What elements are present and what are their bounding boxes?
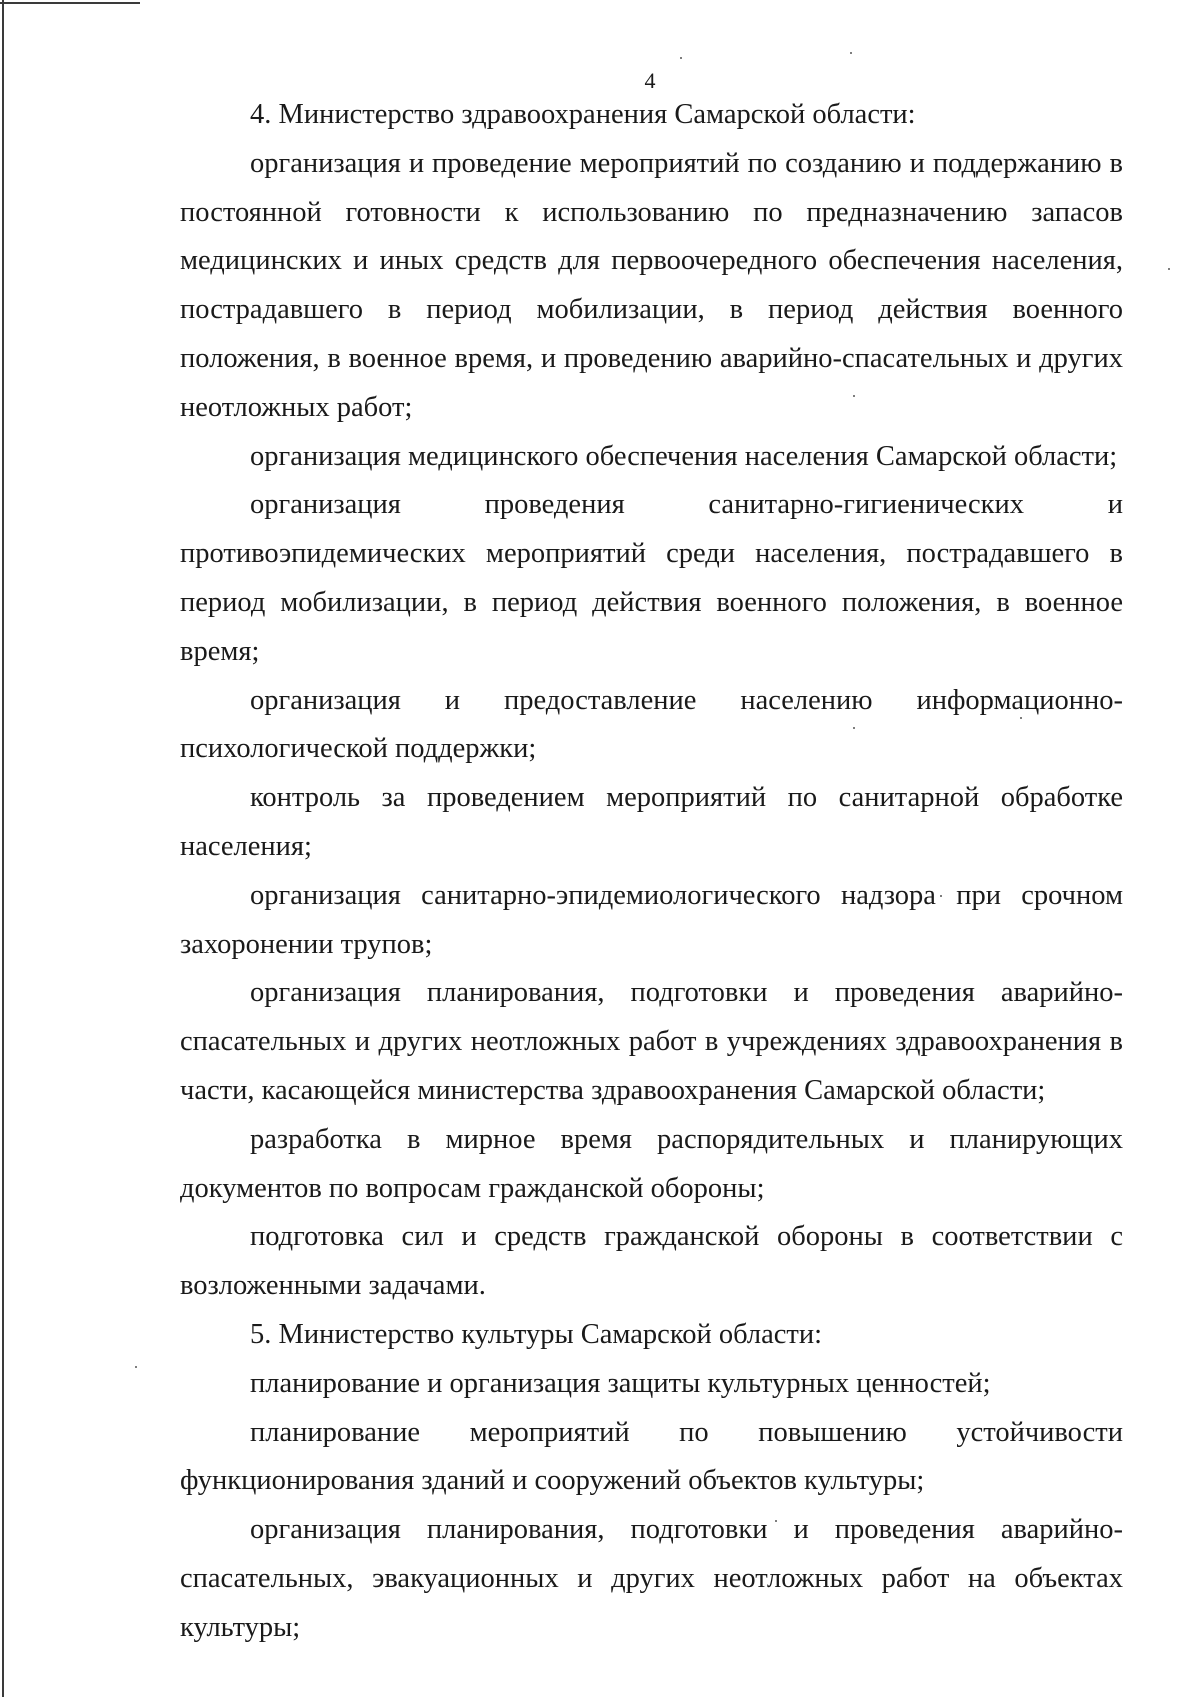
scan-edge-left xyxy=(2,0,4,1697)
paragraph: организация и проведение мероприятий по созданию и поддержанию в постоянной готовности к использованию по предназначению запасов медицинских и иных средств для первоочередного обеспечения населения, пострадавшего в период мобилизации, в период действия военного положения, в военное время, и проведению аварийно-спасательных и других неотложных работ; xyxy=(180,147,1123,423)
paragraph: организация планирования, подготовки и проведения аварийно-спасательных и других неотложных работ в учреждениях здравоохранения в части, касающейся министерства здравоохранения Самарской области; xyxy=(180,977,1123,1106)
paragraph: разработка в мирное время распорядительных и планирующих документов по вопросам гражданской обороны; xyxy=(180,1123,1123,1204)
scan-speck xyxy=(1168,268,1170,270)
section-heading-ministry-health: 4. Министерство здравоохранения Самарской области: xyxy=(250,99,916,130)
paragraph: контроль за проведением мероприятий по санитарной обработке населения; xyxy=(180,782,1123,862)
scan-speck xyxy=(850,52,852,54)
page-number: 4 xyxy=(644,68,656,93)
scan-speck xyxy=(135,1366,137,1368)
section-heading-ministry-culture: 5. Министерство культуры Самарской области: xyxy=(250,1318,823,1350)
paragraph: организация планирования, подготовки и проведения аварийно-спасательных, эвакуационных и других неотложных работ на объектах культуры; xyxy=(180,1514,1123,1643)
paragraph: организация медицинского обеспечения населения Самарской области; xyxy=(250,440,1118,472)
paragraph: планирование мероприятий по повышению устойчивости функционирования зданий и сооружений объектов культуры; xyxy=(180,1416,1123,1497)
paragraph: подготовка сил и средств гражданской обороны в соответствии с возложенными задачами. xyxy=(180,1221,1123,1302)
scan-edge-top xyxy=(0,2,140,4)
scan-speck xyxy=(680,57,682,59)
document-body xyxy=(180,91,1123,1653)
paragraph: организация санитарно-эпидемиологического надзора при срочном захоронении трупов; xyxy=(180,879,1123,960)
paragraph: организация и предоставление населению информационно-психологической поддержки; xyxy=(180,684,1123,765)
paragraph: планирование и организация защиты культурных ценностей; xyxy=(250,1367,991,1399)
paragraph: организация проведения санитарно-гигиенических и противоэпидемических мероприятий среди населения, пострадавшего в период мобилизации, в период действия военного положения, в военное время; xyxy=(180,489,1123,667)
